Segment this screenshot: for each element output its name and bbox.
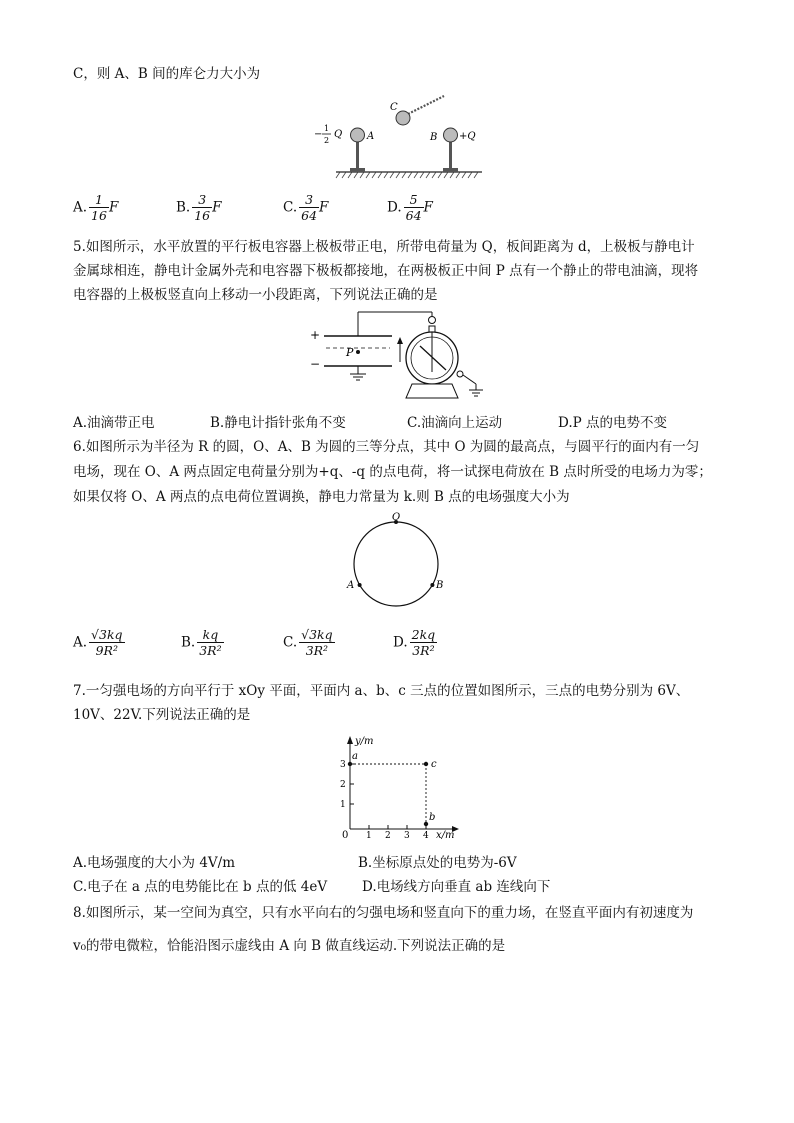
q6-option-b[interactable]: B. $\frac{kq}{\text{3R²}}$ [181,627,222,658]
q7-option-d[interactable]: D.电场线方向垂直 ab 连线向下 [362,879,551,895]
q6-stem-line-2: 电场，现在 O、A 两点固定电荷量分别为+q、-q 的点电荷，将一试探电荷放在 B 点时所受的电场力为零； [73,464,712,480]
q6-circle-figure [340,510,450,612]
plus-sign: + [310,328,321,342]
origin-label: 0 [342,830,349,841]
q5-stem-line-3: 电容器的上极板竖直向上移动一小段距离，下列说法正确的是 [73,287,438,303]
q6-stem-line-3: 如果仅将 O、A 两点的点电荷位置调换，静电力常量为 k.则 B 点的电场强度大小为 [73,489,570,505]
label-A: A [367,131,375,142]
q4-option-b[interactable]: B. $\frac{3}{16}$ F [176,192,222,223]
q5-option-c[interactable]: C.油滴向上运动 [407,415,503,431]
y-tick-3: 3 [340,760,346,770]
q4-option-c[interactable]: C. $\frac{3}{64}$ F [283,192,329,223]
x-axis-label: x/m [436,830,455,841]
q6-option-d[interactable]: D. $\frac{2kq}{\text{3R²}}$ [393,627,436,658]
point-a-label: a [352,751,358,762]
question-4-stem: C，则 A、B 间的库仑力大小为 [73,66,261,82]
q5-option-b[interactable]: B.静电计指针张角不变 [210,415,346,431]
q5-option-a[interactable]: A.油滴带正电 [73,415,155,431]
label-B: B [430,132,438,143]
label-B: B [436,580,444,591]
point-b-label: b [429,812,436,823]
p-label: P [346,346,354,359]
q4-option-a[interactable]: A. $\frac{1}{16}$ F [73,192,119,223]
charge-minus: − [314,129,323,140]
q5-stem-line-1: 5.如图所示，水平放置的平行板电容器上极板带正电，所带电荷量为 Q，板间距离为 d，上极板与静电计 [73,239,695,255]
x-tick-2: 2 [385,831,391,841]
q7-option-b[interactable]: B.坐标原点处的电势为-6V [358,855,517,871]
q5-option-d[interactable]: D.P 点的电势不变 [558,415,668,431]
q4-option-d[interactable]: D. $\frac{5}{64}$ F [387,192,433,223]
label-A: A [347,580,355,591]
y-tick-2: 2 [340,780,346,790]
label-C: C [390,102,398,113]
q8-stem-line-2: v₀的带电微粒，恰能沿图示虚线由 A 向 B 做直线运动.下列说法正确的是 [73,938,506,954]
y-axis-label: y/m [355,736,374,747]
q7-option-a[interactable]: A.电场强度的大小为 4V/m [73,855,236,871]
q7-option-c[interactable]: C.电子在 a 点的电势能比在 b 点的低 4eV [73,879,328,895]
q6-option-a[interactable]: A. $\frac{√3kq}{\text{9R²}}$ [73,627,123,658]
label-O: O [392,512,401,523]
y-tick-1: 1 [340,800,346,810]
q8-stem-line-1: 8.如图所示，某一空间为真空，只有水平向右的匀强电场和竖直向下的重力场，在竖直平面内有初速度为 [73,905,694,921]
q7-coordinate-figure [330,732,466,844]
point-c-label: c [431,759,437,770]
x-tick-4: 4 [423,831,429,841]
q7-stem-line-2: 10V、22V.下列说法正确的是 [73,707,251,723]
charge-Q: Q [334,129,343,140]
q6-stem-line-1: 6.如图所示为半径为 R 的圆，O、A、B 为圆的三等分点，其中 O 为圆的最高点，与圆平行的面内有一匀 [73,439,700,455]
x-tick-3: 3 [404,831,410,841]
charge-den: 2 [324,136,330,145]
q4-coulomb-figure [310,92,490,182]
minus-sign: − [310,357,321,371]
q6-option-c[interactable]: C. $\frac{√3kq}{\text{3R²}}$ [283,627,333,658]
q7-stem-line-1: 7.一匀强电场的方向平行于 xOy 平面，平面内 a、b、c 三点的位置如图所示，三点的电势分别为 6V、 [73,683,690,699]
x-tick-1: 1 [366,831,372,841]
q5-stem-line-2: 金属球相连，静电计金属外壳和电容器下极板都接地，在两极板正中间 P 点有一个静止的带电油滴，现将 [73,263,699,279]
label-plus-Q: +Q [459,131,476,142]
q5-capacitor-figure [308,306,488,404]
charge-num: 1 [324,124,330,133]
